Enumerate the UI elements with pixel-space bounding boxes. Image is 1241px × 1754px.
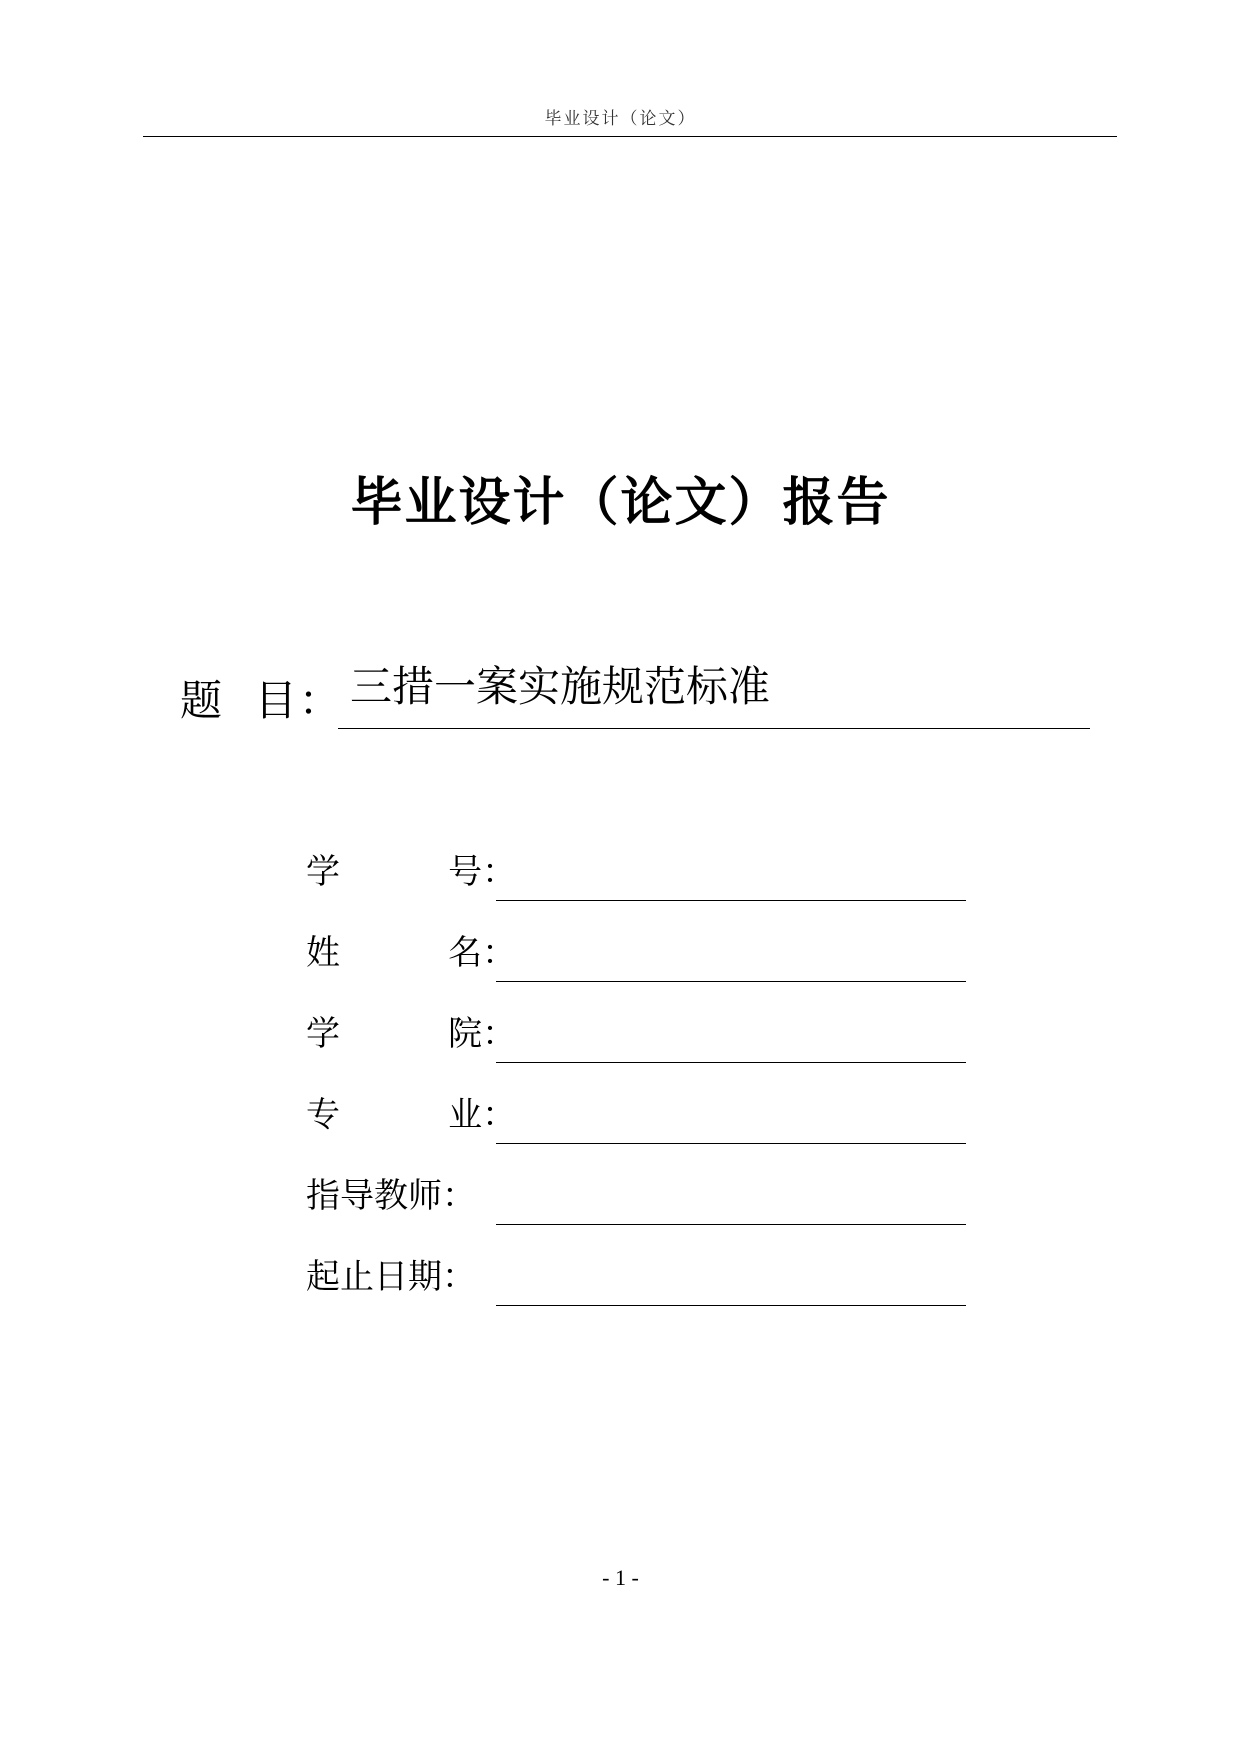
student-id-label: 学 号： bbox=[306, 852, 517, 892]
field-row-name bbox=[0, 933, 1241, 1003]
college-line bbox=[496, 1062, 966, 1063]
report-title: 毕业设计（论文）报告 bbox=[350, 473, 891, 533]
college-label: 学 院： bbox=[306, 1014, 517, 1054]
name-line bbox=[496, 981, 966, 982]
advisor-line bbox=[496, 1224, 966, 1225]
topic-underline bbox=[338, 728, 1090, 729]
topic-label: 题 目： bbox=[180, 676, 343, 725]
name-label: 姓 名： bbox=[306, 933, 517, 973]
field-row-major bbox=[0, 1095, 1241, 1165]
page-number: - 1 - bbox=[602, 1565, 639, 1590]
student-id-line bbox=[496, 900, 966, 901]
header-rule bbox=[143, 136, 1117, 137]
dates-line bbox=[496, 1305, 966, 1306]
field-row-advisor bbox=[0, 1176, 1241, 1246]
field-row-dates bbox=[0, 1257, 1241, 1327]
major-line bbox=[496, 1143, 966, 1144]
major-label: 专 业： bbox=[306, 1095, 517, 1135]
running-header: 毕业设计（论文） bbox=[544, 109, 697, 129]
dates-label: 起止日期： bbox=[306, 1257, 476, 1297]
advisor-label: 指导教师： bbox=[306, 1176, 476, 1216]
field-row-college bbox=[0, 1014, 1241, 1084]
topic-value: 三措一案实施规范标准 bbox=[350, 662, 771, 711]
field-row-student-id bbox=[0, 852, 1241, 922]
